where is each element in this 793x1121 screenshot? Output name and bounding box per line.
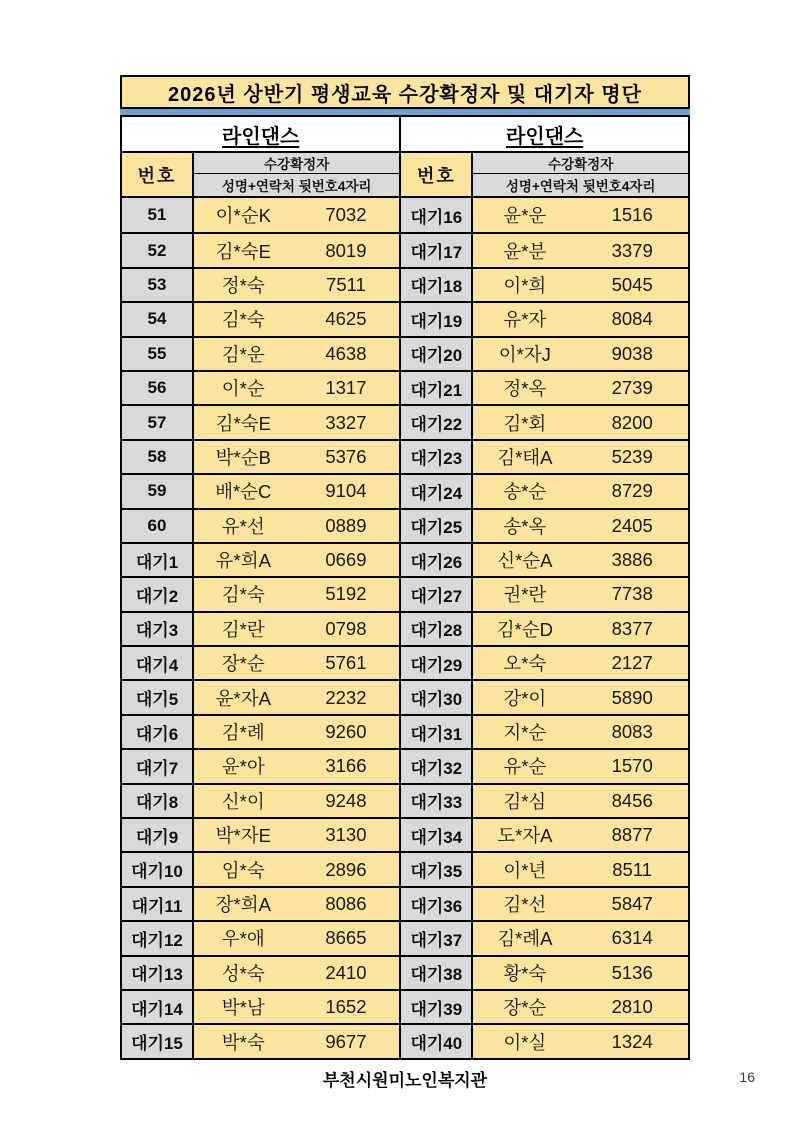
table-row [401,576,688,610]
row-name-cell: 이*자J [473,338,576,370]
row-name-cell: 이*실 [473,1025,576,1057]
row-phone-last4-cell: 1324 [576,1025,688,1057]
row-phone-last4-cell: 0889 [293,510,400,542]
header-confirmed-left: 수강확정자 [194,153,399,174]
table-row [122,920,399,954]
row-number-cell: 대기30 [401,681,473,713]
row-number-cell: 대기4 [122,647,194,679]
row-name-cell: 박*자E [194,819,293,851]
row-name-cell: 권*란 [473,578,576,610]
row-number-cell: 대기28 [401,613,473,645]
row-number-cell: 53 [122,269,194,301]
table-row [401,232,688,266]
row-phone-last4-cell: 2810 [576,991,688,1023]
row-name-cell: 박*숙 [194,1025,293,1057]
row-phone-last4-cell: 2410 [293,957,400,989]
row-name-cell: 김*례A [473,922,576,954]
row-number-cell: 대기10 [122,853,194,885]
row-name-cell: 김*숙E [194,406,293,438]
column-headers-left [122,153,399,198]
row-number-cell: 대기31 [401,716,473,748]
row-name-cell: 김*심 [473,785,576,817]
row-phone-last4-cell: 8377 [576,613,688,645]
table-row [401,645,688,679]
row-phone-last4-cell: 9038 [576,338,688,370]
table-row [401,714,688,748]
row-number-cell: 대기25 [401,510,473,542]
table-row [401,336,688,370]
header-name-phone-left: 성명+연락처 뒷번호4자리 [194,174,399,196]
row-name-cell: 장*희A [194,888,293,920]
class-name-right: 라인댄스 [506,125,584,148]
table-row [122,886,399,920]
row-number-cell: 대기17 [401,234,473,266]
table-row [401,679,688,713]
table-row [122,439,399,473]
row-phone-last4-cell: 2127 [576,647,688,679]
row-name-cell: 윤*분 [473,234,576,266]
row-phone-last4-cell: 8877 [576,819,688,851]
row-name-cell: 지*순 [473,716,576,748]
row-number-cell: 대기20 [401,338,473,370]
row-number-cell: 대기7 [122,750,194,782]
row-number-cell: 59 [122,475,194,507]
row-name-cell: 우*애 [194,922,293,954]
table-row [122,748,399,782]
table-row [401,1023,688,1057]
row-number-cell: 대기26 [401,544,473,576]
organization-name: 부천시원미노인복지관 [322,1071,488,1090]
table-row [122,817,399,851]
row-phone-last4-cell: 2232 [293,681,400,713]
table-row [122,989,399,1023]
header-no-right: 번호 [401,153,473,196]
row-name-cell: 정*숙 [194,269,293,301]
row-name-cell: 송*순 [473,475,576,507]
roster-table [120,75,690,1060]
row-number-cell: 대기39 [401,991,473,1023]
row-phone-last4-cell: 8084 [576,303,688,335]
row-number-cell: 대기32 [401,750,473,782]
row-number-cell: 대기24 [401,475,473,507]
row-number-cell: 57 [122,406,194,438]
row-name-cell: 배*순C [194,475,293,507]
row-name-cell: 김*운 [194,338,293,370]
row-phone-last4-cell: 0798 [293,613,400,645]
row-phone-last4-cell: 6314 [576,922,688,954]
table-row [401,886,688,920]
row-name-cell: 김*회 [473,406,576,438]
row-name-cell: 강*이 [473,681,576,713]
table-row [401,370,688,404]
row-phone-last4-cell: 5376 [293,441,400,473]
row-number-cell: 55 [122,338,194,370]
table-row [122,576,399,610]
table-row [122,232,399,266]
row-number-cell: 56 [122,372,194,404]
row-phone-last4-cell: 8729 [576,475,688,507]
row-phone-last4-cell: 2896 [293,853,400,885]
table-row [401,439,688,473]
row-phone-last4-cell: 7032 [293,198,400,232]
row-phone-last4-cell: 1317 [293,372,400,404]
row-number-cell: 대기40 [401,1025,473,1057]
row-phone-last4-cell: 8086 [293,888,400,920]
row-name-cell: 김*태A [473,441,576,473]
table-row [401,542,688,576]
row-number-cell: 대기15 [122,1025,194,1057]
table-row [401,851,688,885]
row-name-cell: 이*순K [194,198,293,232]
row-number-cell: 52 [122,234,194,266]
row-phone-last4-cell: 4625 [293,303,400,335]
row-number-cell: 대기23 [401,441,473,473]
header-no-left: 번호 [122,153,194,196]
table-row [122,1023,399,1057]
roster-rows-right [401,198,688,1058]
row-name-cell: 유*자 [473,303,576,335]
table-row [122,611,399,645]
table-row [401,301,688,335]
page-number: 16 [739,1069,755,1085]
row-phone-last4-cell: 0669 [293,544,400,576]
row-phone-last4-cell: 2405 [576,510,688,542]
row-name-cell: 신*순A [473,544,576,576]
table-row [401,508,688,542]
row-phone-last4-cell: 5045 [576,269,688,301]
row-name-cell: 박*남 [194,991,293,1023]
table-row [122,542,399,576]
row-name-cell: 이*년 [473,853,576,885]
table-row [401,404,688,438]
class-header-left [122,117,399,153]
row-number-cell: 대기37 [401,922,473,954]
table-row [401,783,688,817]
table-row [122,473,399,507]
row-number-cell: 대기27 [401,578,473,610]
row-name-cell: 김*숙 [194,303,293,335]
row-number-cell: 58 [122,441,194,473]
row-name-cell: 김*숙 [194,578,293,610]
row-name-cell: 신*이 [194,785,293,817]
row-name-cell: 임*숙 [194,853,293,885]
row-name-cell: 이*순 [194,372,293,404]
table-row [401,817,688,851]
row-phone-last4-cell: 9104 [293,475,400,507]
row-phone-last4-cell: 3166 [293,750,400,782]
row-phone-last4-cell: 3886 [576,544,688,576]
row-number-cell: 대기12 [122,922,194,954]
table-row [401,748,688,782]
row-name-cell: 유*순 [473,750,576,782]
table-row [122,267,399,301]
row-phone-last4-cell: 5847 [576,888,688,920]
row-name-cell: 윤*자A [194,681,293,713]
row-phone-last4-cell: 3327 [293,406,400,438]
document-title: 2026년 상반기 평생교육 수강확정자 및 대기자 명단 [120,75,690,109]
column-headers-right [401,153,688,198]
table-row [122,370,399,404]
row-phone-last4-cell: 1516 [576,198,688,232]
table-row [122,336,399,370]
table-row [401,611,688,645]
row-phone-last4-cell: 9677 [293,1025,400,1057]
row-name-cell: 윤*아 [194,750,293,782]
row-name-cell: 김*숙E [194,234,293,266]
row-number-cell: 대기22 [401,406,473,438]
table-row [122,404,399,438]
row-number-cell: 대기21 [401,372,473,404]
row-phone-last4-cell: 8200 [576,406,688,438]
row-number-cell: 대기16 [401,198,473,232]
roster-section-right [399,117,688,1058]
row-name-cell: 도*자A [473,819,576,851]
row-name-cell: 송*옥 [473,510,576,542]
table-row [122,645,399,679]
row-name-cell: 성*숙 [194,957,293,989]
row-phone-last4-cell: 8019 [293,234,400,266]
row-phone-last4-cell: 9260 [293,716,400,748]
row-number-cell: 대기11 [122,888,194,920]
row-phone-last4-cell: 1570 [576,750,688,782]
table-row [401,955,688,989]
row-name-cell: 윤*운 [473,198,576,232]
table-row [122,851,399,885]
row-name-cell: 박*순B [194,441,293,473]
row-phone-last4-cell: 3379 [576,234,688,266]
page-footer [120,1066,690,1091]
row-phone-last4-cell: 3130 [293,819,400,851]
row-phone-last4-cell: 8083 [576,716,688,748]
row-name-cell: 유*선 [194,510,293,542]
row-number-cell: 대기2 [122,578,194,610]
row-number-cell: 대기6 [122,716,194,748]
table-row [122,508,399,542]
table-row [122,783,399,817]
row-number-cell: 대기18 [401,269,473,301]
row-phone-last4-cell: 2739 [576,372,688,404]
table-row [401,473,688,507]
row-phone-last4-cell: 8511 [576,853,688,885]
table-row [122,714,399,748]
table-row [122,679,399,713]
row-number-cell: 대기35 [401,853,473,885]
header-name-phone-right: 성명+연락처 뒷번호4자리 [473,174,688,196]
table-row [122,198,399,232]
row-number-cell: 대기38 [401,957,473,989]
row-name-cell: 장*순 [194,647,293,679]
row-number-cell: 대기13 [122,957,194,989]
class-header-right [401,117,688,153]
roster-columns [120,115,690,1060]
row-number-cell: 대기14 [122,991,194,1023]
row-number-cell: 대기29 [401,647,473,679]
row-phone-last4-cell: 5239 [576,441,688,473]
row-name-cell: 유*희A [194,544,293,576]
row-phone-last4-cell: 9248 [293,785,400,817]
row-name-cell: 이*희 [473,269,576,301]
row-phone-last4-cell: 5890 [576,681,688,713]
row-phone-last4-cell: 5136 [576,957,688,989]
row-number-cell: 대기8 [122,785,194,817]
table-row [122,955,399,989]
row-name-cell: 김*선 [473,888,576,920]
row-number-cell: 대기1 [122,544,194,576]
row-number-cell: 대기36 [401,888,473,920]
table-row [122,301,399,335]
row-phone-last4-cell: 5192 [293,578,400,610]
roster-section-left [122,117,399,1058]
header-confirmed-right: 수강확정자 [473,153,688,174]
row-name-cell: 황*숙 [473,957,576,989]
row-phone-last4-cell: 8456 [576,785,688,817]
table-row [401,198,688,232]
row-number-cell: 대기34 [401,819,473,851]
row-phone-last4-cell: 4638 [293,338,400,370]
row-phone-last4-cell: 5761 [293,647,400,679]
row-name-cell: 김*란 [194,613,293,645]
row-name-cell: 김*순D [473,613,576,645]
row-phone-last4-cell: 1652 [293,991,400,1023]
row-number-cell: 대기19 [401,303,473,335]
row-number-cell: 51 [122,198,194,232]
table-row [401,920,688,954]
row-name-cell: 정*옥 [473,372,576,404]
row-name-cell: 김*례 [194,716,293,748]
table-row [401,267,688,301]
row-name-cell: 오*숙 [473,647,576,679]
row-number-cell: 54 [122,303,194,335]
row-phone-last4-cell: 7738 [576,578,688,610]
class-name-left: 라인댄스 [222,125,300,148]
row-number-cell: 대기3 [122,613,194,645]
row-phone-last4-cell: 7511 [293,269,400,301]
row-number-cell: 대기33 [401,785,473,817]
row-number-cell: 대기5 [122,681,194,713]
row-phone-last4-cell: 8665 [293,922,400,954]
row-name-cell: 장*순 [473,991,576,1023]
row-number-cell: 60 [122,510,194,542]
table-row [401,989,688,1023]
roster-rows-left [122,198,399,1058]
row-number-cell: 대기9 [122,819,194,851]
